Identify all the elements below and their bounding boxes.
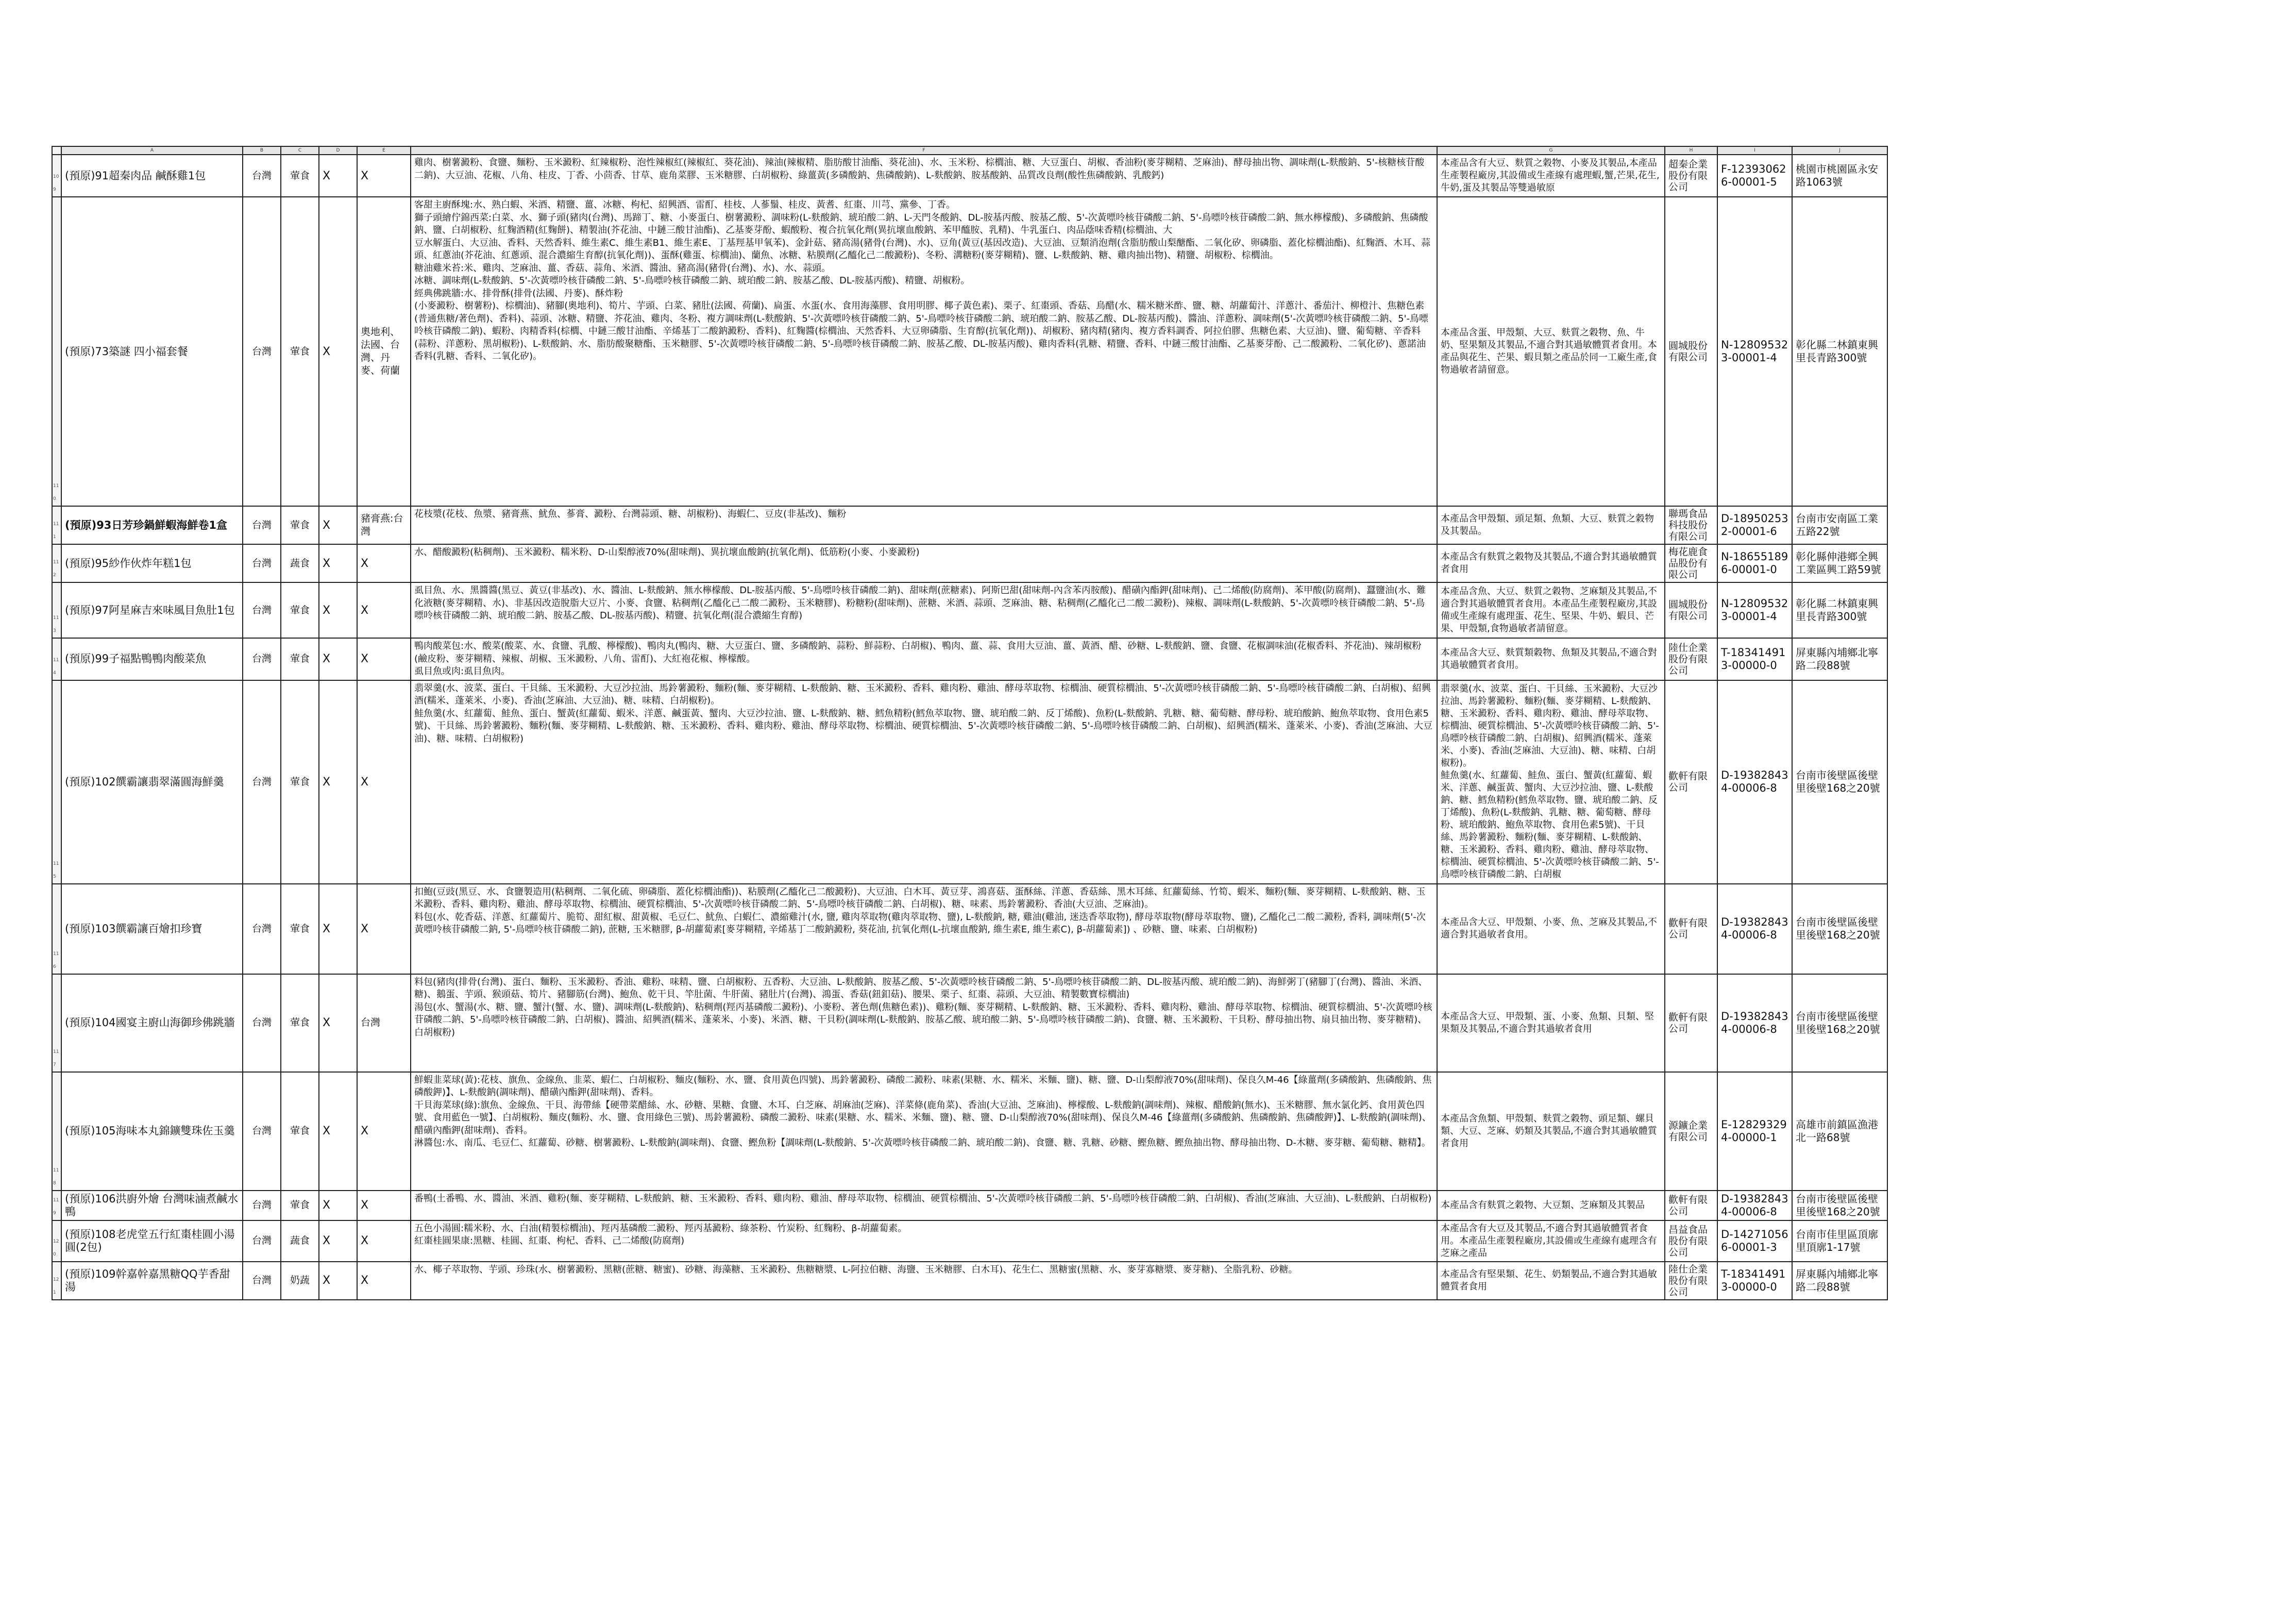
product-name-cell[interactable]: (預原)105海味本丸錦鑛雙珠佐玉羹 [61,1072,243,1191]
allergen-cell[interactable]: 本產品含蛋、甲殼類、大豆、麩質之穀物、魚、牛奶、堅果類及其製品,不適合對其過敏體質者食用。本產品與花生、芒果、蝦貝類之產品於同一工廠生產,食物過敏者請留意。 [1437,197,1665,506]
allergen-cell[interactable]: 本產品含有大豆、麩質之穀物、小麥及其製品,本產品生產製程廠房,其設備或生產線有處理蝦,蟹,芒果,花生,牛奶,蛋及其製品等雙過敏原 [1437,155,1665,197]
diet-type-cell[interactable]: 葷食 [281,884,319,974]
row-number[interactable]: 117 [52,974,61,1072]
column-e-cell[interactable]: X [357,1262,411,1300]
ingredients-cell[interactable]: 料包(豬肉(排骨(台灣)、蛋白、麵粉、玉米澱粉、香油、雞粉、味精、鹽、白胡椒粉、五香粉、大豆油、L-麩酸鈉、胺基乙酸、5'-次黃嘌呤核苷磷酸二鈉、5'-鳥嘌呤核苷磷酸二鈉、DL-胺基丙酸、琥珀酸二鈉)、海鮮粥丁(豬腳丁(台灣)、醬油、米酒、糖)、鵝蛋、芋頭、猴頭菇、筍片、豬腳筋(台灣)、鮑魚、乾干貝、竿肚菌、牛肝菌、豬肚片(台灣)、鴻蛋、香菇(鈕釦菇)、腰果、栗子、紅棗、蒜頭、大豆油、精製數寶棕櫚油) 湯包(水、蟹湯(水、糖、鹽、蟹汁(蟹、水、鹽)、調味劑(L-麩酸鈉)、粘稠劑(羥丙基磷酸二澱粉)、小麥粉、著色劑(焦糖色素))、雞粉(麵、麥芽糊精、L-麩酸鈉、糖、玉米澱粉、香料、雞肉粉、雞油、酵母萃取物、棕櫚油、硬質棕櫚油、5'-次黃嘌呤核苷磷酸二鈉、5'-鳥嘌呤核苷磷酸二鈉、白胡椒)、醬油、紹興酒(糯米、蓬萊米、小麥)、米酒、糖、干貝粉(調味劑(L-麩酸鈉、胺基乙酸、琥珀酸二鈉、5'-鳥嘌呤核苷磷酸二鈉)、食鹽、糖、玉米澱粉、干貝粉、酵母抽出物、扇貝抽出物、麥芽糖精)、白胡椒粉) [411,974,1437,1072]
registration-number-cell[interactable]: D-193828434-00006-8 [1717,884,1792,974]
column-e-cell[interactable]: X [357,1191,411,1220]
row-number[interactable]: 110 [52,197,61,506]
address-cell[interactable]: 屏東縣內埔鄉北寧路二段88號 [1792,1262,1887,1300]
column-e-cell[interactable]: X [357,544,411,582]
address-cell[interactable]: 屏東縣內埔鄉北寧路二段88號 [1792,638,1887,680]
diet-type-cell[interactable]: 葷食 [281,638,319,680]
column-e-cell[interactable]: X [357,1072,411,1191]
row-number[interactable]: 112 [52,544,61,582]
column-d-cell[interactable]: X [319,1262,357,1300]
table-row[interactable] [52,638,1887,680]
company-cell[interactable]: 源鑛企業有限公司 [1665,1072,1717,1191]
origin-cell[interactable]: 台灣 [243,680,281,884]
address-cell[interactable]: 台南市佳里區頂廓里頂廓1-17號 [1792,1220,1887,1262]
origin-cell[interactable]: 台灣 [243,197,281,506]
product-name-cell[interactable]: (預原)106洪廚外燴 台灣味滷煮鹹水鴨 [61,1191,243,1220]
registration-number-cell[interactable]: D-193828434-00006-8 [1717,1191,1792,1220]
product-name-cell[interactable]: (預原)99子福點鴨鴨肉酸菜魚 [61,638,243,680]
registration-number-cell[interactable]: N-128095323-00001-4 [1717,582,1792,638]
table-row[interactable] [52,582,1887,638]
product-name-cell[interactable]: (預原)103饌霸讓百燴扣珍寶 [61,884,243,974]
registration-number-cell[interactable]: D-193828434-00006-8 [1717,680,1792,884]
table-row[interactable] [52,974,1887,1072]
column-d-cell[interactable]: X [319,680,357,884]
origin-cell[interactable]: 台灣 [243,1262,281,1300]
allergen-cell[interactable]: 本產品含大豆、甲殼類、蛋、小麥、魚類、貝類、堅果類及其製品,不適合對其過敏者食用 [1437,974,1665,1072]
product-name-cell[interactable]: (預原)102饌霸讓翡翠滿圓海鮮羹 [61,680,243,884]
origin-cell[interactable]: 台灣 [243,155,281,197]
table-row[interactable] [52,680,1887,884]
diet-type-cell[interactable]: 葷食 [281,680,319,884]
row-number[interactable]: 114 [52,638,61,680]
column-header-a[interactable]: A [61,146,243,155]
product-name-cell[interactable]: (預原)95紗作伙炸年糕1包 [61,544,243,582]
table-row[interactable] [52,1220,1887,1262]
column-d-cell[interactable]: X [319,506,357,544]
ingredients-cell[interactable]: 扣鮑(豆豉(黑豆、水、食鹽製造用(粘稠劑、二氧化硫、卵磷脂、蓋化棕櫚油酯))、粘膜劑(乙醯化己二酸澱粉)、大豆油、白木耳、黃豆芽、鴻喜菇、蛋酥絲、洋蔥、香菇絲、黑木耳絲、紅蘿蔔絲、竹筍、蝦米、麵粉(麵、麥芽糊精、L-麩酸鈉、糖、玉米澱粉、香料、雞肉粉、雞油、酵母萃取物、棕櫚油、硬質棕櫚油、5'-次黃嘌呤核苷磷酸二鈉、5'-鳥嘌呤核苷磷酸二鈉、白胡椒)、糖、味素、馬鈴薯澱粉、香油(大豆油、芝麻油)。 料包(水、乾香菇、洋蔥、紅蘿蔔片、脆筍、甜紅椒、甜黃椒、毛豆仁、魷魚、白蝦仁、濃縮雞汁(水, 鹽, 雞肉萃取物(雞肉萃取物、鹽), L-麩酸鈉, 糖, 雞油(雞油, 迷迭香萃取物), 酵母萃取物(酵母萃取物、鹽), 乙醯化己二酸二澱粉, 香料, 調味劑(5'-次黃嘌呤核苷磷酸二鈉, 5'-鳥嘌呤核苷磷酸二鈉), 蔗糖, 玉米糖膠, β-胡蘿蔔素[麥芽糊精, 辛烯基丁二酸鈉澱粉, 葵花油, 抗氧化劑(L-抗壞血酸鈉, 維生素E, 維生素C), β-胡蘿蔔素]) 、砂糖、鹽、味素、白胡椒粉) [411,884,1437,974]
table-row[interactable] [52,1072,1887,1191]
table-row[interactable] [52,544,1887,582]
origin-cell[interactable]: 台灣 [243,582,281,638]
table-row[interactable] [52,155,1887,197]
registration-number-cell[interactable]: D-142710566-00001-3 [1717,1220,1792,1262]
address-cell[interactable]: 台南市安南區工業五路22號 [1792,506,1887,544]
product-name-cell[interactable]: (預原)93日芳珍鍋鮮蝦海鮮卷1盒 [61,506,243,544]
column-header-b[interactable]: B [243,146,281,155]
column-d-cell[interactable]: X [319,1072,357,1191]
column-e-cell[interactable]: 奧地利、法國、台灣、丹麥、荷蘭 [357,197,411,506]
column-e-cell[interactable]: X [357,884,411,974]
column-header-c[interactable]: C [281,146,319,155]
column-e-cell[interactable]: X [357,1220,411,1262]
allergen-cell[interactable]: 本產品含甲殼類、頭足類、魚類、大豆、麩質之穀物及其製品。 [1437,506,1665,544]
address-cell[interactable]: 台南市後壁區後壁里後壁168之20號 [1792,884,1887,974]
allergen-cell[interactable]: 本產品含大豆、麩質類穀物、魚類及其製品,不適合對其過敏體質者食用。 [1437,638,1665,680]
row-number[interactable]: 116 [52,884,61,974]
product-name-cell[interactable]: (預原)91超秦肉品 鹹酥雞1包 [61,155,243,197]
table-row[interactable] [52,197,1887,506]
product-name-cell[interactable]: (預原)109幹嘉幹嘉黑糖QQ芋香甜湯 [61,1262,243,1300]
registration-number-cell[interactable]: T-183414913-00000-0 [1717,638,1792,680]
table-row[interactable] [52,1262,1887,1300]
table-row[interactable] [52,884,1887,974]
column-e-cell[interactable]: 台灣 [357,974,411,1072]
allergen-cell[interactable]: 本產品含大豆、甲殼類、小麥、魚、芝麻及其製品,不適合對其過敏者食用。 [1437,884,1665,974]
diet-type-cell[interactable]: 奶蔬 [281,1262,319,1300]
company-cell[interactable]: 圓城股份有限公司 [1665,197,1717,506]
allergen-cell[interactable]: 本產品含魚、大豆、麩質之穀物、芝麻類及其製品,不適合對其過敏體質者食用。本產品生產製程廠房,其設備或生產線有處理蛋、花生、堅果、牛奶、蝦貝、芒果、甲殼類,食物過敏者請留意。 [1437,582,1665,638]
row-number[interactable]: 121 [52,1262,61,1300]
column-d-cell[interactable]: X [319,544,357,582]
ingredients-cell[interactable]: 客甜主廚酥塊:水、熟白蝦、米酒、精鹽、薑、冰糖、枸杞、紹興酒、雷酊、桂枝、人蔘鬚、桂皮、黃耆、紅棗、川芎、黨參、丁香。 獅子頭繪佇錦西菜:白菜、水、獅子頭(豬肉(台灣)、馬蹄丁、糖、小麥蛋白、樹薯澱粉、調味粉(L-麩酸鈉、琥珀酸二鈉、L-天門冬酸鈉、DL-胺基丙酸、胺基乙酸、5'-次黃嘌呤核苷磷酸二鈉、5'-鳥嘌呤核苷磷酸二鈉、無水檸檬酸)、多磷酸鈉、焦磷酸鈉、鹽、白胡椒粉、紅麴酒精(紅麴餅)、精製油(芥花油、中鏈三酸甘油酯)、乙基麥芽酚、蝦酸粉、複合抗氧化劑(異抗壞血酸鈉、苯甲醯胺、乳精)、牛乳蛋白、肉品蔭味香精(棕櫚油、大 豆水解蛋白、大豆油、香料、天然香料、維生素C、維生素B1、維生素E、丁基羥基甲氧苯)、金針菇、豬高湯(豬骨(台灣)、水)、豆角(黃豆(基因改造)、大豆油、豆類消泡劑(含脂肪酸山梨醣酯、二氧化矽、卵磷脂、蓋化棕櫚油酯)、紅麴酒、木耳、蒜頭、紅蔥油(芥花油、紅蔥頭、混合濃縮生育醇(抗氧化劑))、蛋酥(雞蛋、棕櫚油)、蘭魚、冰糖、粘膜劑(乙醯化己二酸澱粉)、冬粉、溝糖粉(麥芽糊精)、鹽、L-麩酸鈉、糖、雞肉抽出物)、精鹽、胡椒粉、棕櫚油。 糖油雞米苔:米、雞肉、芝麻油、薑、香菇、蒜角、米酒、醬油、豬高湯(豬骨(台灣)、水)、水、蒜頭。 冰糖、調味劑(L-麩酸鈉、5'-次黃嘌呤核苷磷酸二鈉、5'-鳥嘌呤核苷磷酸二鈉、琥珀酸二鈉、胺基乙酸、DL-胺基丙酸)、精鹽、胡椒粉。 經典佛跳牆:水、排骨酥(排骨(法國、丹麥)、酥炸粉 (小麥澱粉、樹薯粉)、棕櫚油)、豬腳(奧地利)、筍片、芋頭、白菜、豬肚(法國、荷蘭)、扁蛋、水蛋(水、食用海藻膠、食用明膠、椰子黃色素)、栗子、紅棗頭、香菇、鳥醋(水、糯米糖米酢、鹽、糖、胡蘿蔔汁、洋蔥汁、番茄汁、柳橙汁、焦糖色素(普通焦糖/著色劑)、香料)、蒜頭、冰糖、精鹽、芥花油、雞肉、冬粉、複方調味劑(L-麩酸鈉、5'-次黃嘌呤核苷磷酸二鈉、5'-鳥嘌呤核苷磷酸二鈉、琥珀酸二鈉、胺基乙酸、DL-胺基丙酸)、醬油、洋蔥粉、調味劑(5'-次黃嘌呤核苷磷酸二鈉、5'-鳥嘌呤核苷磷酸二鈉)、蝦粉、肉精香料(棕櫚、中鏈三酸甘油酯、辛烯基丁二酸鈉澱粉、香料)、紅麴醬(棕櫚油、天然香料、大豆卵磷脂、生育醇(抗氧化劑))、胡椒粉、豬肉精(豬肉、複方香料調香、阿拉伯膠、焦糖色素、大豆油)、鹽、葡萄糖、辛香料(蒜粉、洋蔥粉、黑胡椒粉)、L-麩酸鈉、水、脂肪酸聚糖酯、玉米糖膠、5'-次黃嘌呤核苷磷酸二鈉、5'-鳥嘌呤核苷磷酸二鈉、胺基乙酸、DL-胺基丙酸)、雞肉香料(乳糖、精鹽、香料、中鏈三酸甘油酯、乙基麥芽酚、己二酸澱粉、二氧化矽)、蔥諾油香料(乳糖、香料、二氧化矽)。 [411,197,1437,506]
origin-cell[interactable]: 台灣 [243,638,281,680]
registration-number-cell[interactable]: D-189502532-00001-6 [1717,506,1792,544]
product-name-cell[interactable]: (預原)73築謎 四小福套餐 [61,197,243,506]
address-cell[interactable]: 彰化縣伸港鄉全興工業區興工路59號 [1792,544,1887,582]
origin-cell[interactable]: 台灣 [243,506,281,544]
column-header-e[interactable]: E [357,146,411,155]
registration-number-cell[interactable]: N-128095323-00001-4 [1717,197,1792,506]
origin-cell[interactable]: 台灣 [243,544,281,582]
column-e-cell[interactable]: X [357,155,411,197]
company-cell[interactable]: 昌益食品股份有限公司 [1665,1220,1717,1262]
diet-type-cell[interactable]: 蔬食 [281,1220,319,1262]
diet-type-cell[interactable]: 葷食 [281,974,319,1072]
row-number[interactable]: 120 [52,1220,61,1262]
column-e-cell[interactable]: X [357,582,411,638]
address-cell[interactable]: 桃園市桃園區永安路1063號 [1792,155,1887,197]
address-cell[interactable]: 台南市後壁區後壁里後壁168之20號 [1792,1191,1887,1220]
origin-cell[interactable]: 台灣 [243,1220,281,1262]
registration-number-cell[interactable]: E-128293294-00000-1 [1717,1072,1792,1191]
diet-type-cell[interactable]: 葷食 [281,1072,319,1191]
diet-type-cell[interactable]: 葷食 [281,1191,319,1220]
ingredients-cell[interactable]: 鮮蝦韭菜球(黃):花枝、旗魚、金線魚、韭菜、蝦仁、白胡椒粉、麵皮(麵粉、水、鹽、食用黃色四號)、馬鈴薯澱粉、磷酸二澱粉、味素(果糖、水、糯米、米麵、鹽)、糖、鹽、D-山梨醇液70%(甜味劑)、保良久M-46【綠薑劑(多磷酸鈉、焦磷酸鈉、焦磷酸鉀)】、L-麩酸鈉(調味劑)、醋磺內酯鉀(甜味劑)、香料。 干貝海菜球(綠):旗魚、金線魚、干貝、海帶絲【硬帶菜醋絲、水、砂糖、果糖、食鹽、木耳、白芝麻、胡麻油(芝麻)、洋菜條(鹿角菜)、香油(大豆油、芝麻油)、檸檬酸、L-麩酸鈉(調味劑)、辣椒、醋酸鈉(無水)、玉米糖膠、無水氯化鈣、食用黃色四號、食用藍色一號】、白胡椒粉、麵皮(麵粉、水、鹽、食用綠色三號)、馬鈴薯澱粉、磷酸二澱粉、味素(果糖、水、糯米、米麵、鹽)、糖、鹽、D-山梨醇液70%(甜味劑)、保良久M-46【綠薑劑(多磷酸鈉、焦磷酸鈉、焦磷酸鉀)】、L-麩酸鈉(調味劑)、醋磺內酯鉀(甜味劑)、香料。 淋醬包:水、南瓜、毛豆仁、紅蘿蔔、砂糖、樹薯澱粉、L-麩酸鈉(調味劑)、食鹽、鰹魚粉【調味劑(L-麩酸鈉、5'-次黃嘌呤核苷磷酸二鈉、琥珀酸二鈉)、食鹽、糖、乳糖、砂糖、鰹魚糖、鰹魚抽出物、酵母抽出物、D-木糖、麥芽糖、葡萄糖、糖精】。 [411,1072,1437,1191]
address-cell[interactable]: 高雄市前鎮區漁港北一路68號 [1792,1072,1887,1191]
ingredients-cell[interactable]: 水、椰子萃取物、芋頭、珍珠(水、樹薯澱粉、黑糖(蔗糖、糖蜜)、砂糖、海藻糖、玉米澱粉、焦糖糖漿、L-阿拉伯糖、海鹽、玉米糖膠、白木耳)、花生仁、黑糖蜜(黑糖、水、麥芽寡糖漿、麥芽糖)、全脂乳粉、砂糖。 [411,1262,1437,1300]
address-cell[interactable]: 彰化縣二林鎮東興里長青路300號 [1792,582,1887,638]
column-header-f[interactable]: F [411,146,1437,155]
column-e-cell[interactable]: 豬膏燕:台灣 [357,506,411,544]
column-d-cell[interactable]: X [319,884,357,974]
product-table [52,146,1888,1300]
company-cell[interactable]: 陸仕企業股份有限公司 [1665,638,1717,680]
address-cell[interactable]: 台南市後壁區後壁里後壁168之20號 [1792,974,1887,1072]
allergen-cell[interactable]: 翡翠羹(水、波菜、蛋白、干貝絲、玉米澱粉、大豆沙拉油、馬鈴薯澱粉、麵粉(麵、麥芽糊精、L-麩酸鈉、糖、玉米澱粉、香料、雞肉粉、雞油、酵母萃取物、棕櫚油、硬質棕櫚油、5'-次黃嘌呤核苷磷酸二鈉、5'-鳥嘌呤核苷磷酸二鈉、白胡椒)、紹興酒(糯米、蓬萊米、小麥)、香油(芝麻油、大豆油)、糖、味精、白胡椒粉)。 鮭魚羹(水、紅蘿蔔、鮭魚、蛋白、蟹黃(紅蘿蔔、蝦米、洋蔥、鹹蛋黃、蟹肉、大豆沙拉油、鹽、L-麩酸鈉、糖、鱈魚精粉(鱈魚萃取物、鹽、琥珀酸二鈉、反丁烯酸)、魚粉(L-麩酸鈉、乳糖、糖、葡萄糖、酵母粉、琥珀酸鈉、鮑魚萃取物、食用色素5號)、干貝絲、馬鈴薯澱粉、麵粉(麵、麥芽糊精、L-麩酸鈉、糖、玉米澱粉、香料、雞肉粉、雞油、酵母萃取物、棕櫚油、硬質棕櫚油、5'-次黃嘌呤核苷磷酸二鈉、5'-鳥嘌呤核苷磷酸二鈉、白胡椒 [1437,680,1665,884]
table-row[interactable] [52,1191,1887,1220]
column-d-cell[interactable]: X [319,1220,357,1262]
column-d-cell[interactable]: X [319,582,357,638]
company-cell[interactable]: 超秦企業股份有限公司 [1665,155,1717,197]
row-number[interactable]: 111 [52,506,61,544]
product-name-cell[interactable]: (預原)97阿星麻吉來味風目魚肚1包 [61,582,243,638]
row-number[interactable]: 109 [52,155,61,197]
column-e-cell[interactable]: X [357,680,411,884]
registration-number-cell[interactable]: T-183414913-00000-0 [1717,1262,1792,1300]
company-cell[interactable]: 歡軒有限公司 [1665,884,1717,974]
ingredients-cell[interactable]: 翡翠羹(水、波菜、蛋白、干貝絲、玉米澱粉、大豆沙拉油、馬鈴薯澱粉、麵粉(麵、麥芽糊精、L-麩酸鈉、糖、玉米澱粉、香料、雞肉粉、雞油、酵母萃取物、棕櫚油、硬質棕櫚油、5'-次黃嘌呤核苷磷酸二鈉、5'-鳥嘌呤核苷磷酸二鈉、白胡椒)、紹興酒(糯米、蓬萊米、小麥)、香油(芝麻油、大豆油)、糖、味精、白胡椒粉)。 鮭魚羹(水、紅蘿蔔、鮭魚、蛋白、蟹黃(紅蘿蔔、蝦米、洋蔥、鹹蛋黃、蟹肉、大豆沙拉油、鹽、L-麩酸鈉、糖、鱈魚精粉(鱈魚萃取物、鹽、琥珀酸二鈉、反丁烯酸)、魚粉(L-麩酸鈉、乳糖、糖、葡萄糖、酵母粉、琥珀酸鈉、鮑魚萃取物、食用色素5號)、干貝絲、馬鈴薯澱粉、麵粉(麵、麥芽糊精、L-麩酸鈉、糖、玉米澱粉、香料、雞肉粉、雞油、酵母萃取物、棕櫚油、硬質棕櫚油、5'-次黃嘌呤核苷磷酸二鈉、5'-鳥嘌呤核苷磷酸二鈉、白胡椒)、紹興酒(糯米、蓬萊米、小麥)、香油(芝麻油、大豆油)、糖、味精、白胡椒粉) [411,680,1437,884]
diet-type-cell[interactable]: 蔬食 [281,544,319,582]
ingredients-cell[interactable]: 水、醋酸澱粉(粘稠劑)、玉米澱粉、糯米粉、D-山梨醇液70%(甜味劑)、異抗壞血酸鈉(抗氧化劑)、低筋粉(小麥、小麥澱粉) [411,544,1437,582]
allergen-cell[interactable]: 本產品含魚類、甲殼類、麩質之穀物、頭足類、螺貝類、大豆、芝麻、奶類及其製品,不適合對其過敏體質者食用 [1437,1072,1665,1191]
company-cell[interactable]: 歡軒有限公司 [1665,680,1717,884]
column-d-cell[interactable]: X [319,155,357,197]
origin-cell[interactable]: 台灣 [243,974,281,1072]
column-header-i[interactable]: I [1717,146,1792,155]
origin-cell[interactable]: 台灣 [243,1072,281,1191]
company-cell[interactable]: 圓城股份有限公司 [1665,582,1717,638]
product-name-cell[interactable]: (預原)104國宴主廚山海御珍佛跳牆 [61,974,243,1072]
column-header-h[interactable]: H [1665,146,1717,155]
ingredients-cell[interactable]: 五色小湯圓:糯米粉、水、白油(精製棕櫚油)、羥丙基磷酸二澱粉、羥丙基澱粉、綠茶粉、竹炭粉、紅麴粉、β-胡蘿蔔素。 紅棗桂圓果康:黑糖、桂圓、紅棗、枸杞、香料、己二烯酸(防腐劑) [411,1220,1437,1262]
diet-type-cell[interactable]: 葷食 [281,155,319,197]
company-cell[interactable]: 梅花鹿食品股份有限公司 [1665,544,1717,582]
address-cell[interactable]: 台南市後壁區後壁里後壁168之20號 [1792,680,1887,884]
column-d-cell[interactable]: X [319,974,357,1072]
table-row[interactable] [52,506,1887,544]
diet-type-cell[interactable]: 葷食 [281,582,319,638]
column-d-cell[interactable]: X [319,638,357,680]
allergen-cell[interactable]: 本產品含有大豆及其製品,不適合對其過敏體質者食用。本產品生產製程廠房,其設備或生產線有處理含有芝麻之產品 [1437,1220,1665,1262]
ingredients-cell[interactable]: 鴨肉酸菜包:水、酸菜(酸菜、水、食鹽、乳酸、檸檬酸)、鴨肉丸(鴨肉、糖、大豆蛋白、鹽、多磷酸鈉、蒜粉、鮮蒜粉、白胡椒)、鴨肉、薑、蒜、食用大豆油、薑、黃酒、醋、砂糖、L-麩酸鈉、鹽、食鹽、花椒調味油(花椒香料、芥花油)、辣胡椒粉(鹼皮粉、麥芽糊精、辣椒、胡椒、玉米澱粉、八角、雷酊)、大紅袍花椒、檸檬酸。 虱目魚或肉:虱目魚肉。 [411,638,1437,680]
ingredients-cell[interactable]: 花枝漿(花枝、魚漿、豬膏燕、魷魚、蔘膏、澱粉、台灣蒜頭、糖、胡椒粉)、海蝦仁、豆皮(非基改)、麵粉 [411,506,1437,544]
registration-number-cell[interactable]: F-123930626-00001-5 [1717,155,1792,197]
column-header-g[interactable]: G [1437,146,1665,155]
address-cell[interactable]: 彰化縣二林鎮東興里長青路300號 [1792,197,1887,506]
company-cell[interactable]: 歡軒有限公司 [1665,1191,1717,1220]
spreadsheet [52,146,1887,1300]
company-cell[interactable]: 陸仕企業股份有限公司 [1665,1262,1717,1300]
ingredients-cell[interactable]: 雞肉、樹薯澱粉、食鹽、麵粉、玉米澱粉、紅辣椒粉、泡性辣椒紅(辣椒紅、葵花油)、辣油(辣椒精、脂肪酸甘油酯、葵花油)、水、玉米粉、棕櫚油、糖、大豆蛋白、胡椒、香油粉(麥芽糊精、芝麻油)、酵母抽出物、調味劑(L-麩酸鈉、5'-核糖核苷酸二鈉)、大豆油、花椒、八角、桂皮、丁香、小茴香、甘草、鹿角菜膠、玉米糖膠、白胡椒粉、綠薑黃(多磷酸鈉、焦磷酸鈉)、L-麩酸鈉、胺基酸鈉、品質改良劑(酸性焦磷酸鈉、乳酸鈣) [411,155,1437,197]
allergen-cell[interactable]: 本產品含有麩質之穀物、大豆類、芝麻類及其製品 [1437,1191,1665,1220]
column-d-cell[interactable]: X [319,1191,357,1220]
column-e-cell[interactable]: X [357,638,411,680]
column-header-d[interactable]: D [319,146,357,155]
registration-number-cell[interactable]: N-186551896-00001-0 [1717,544,1792,582]
row-number[interactable]: 118 [52,1072,61,1191]
column-header-j[interactable]: J [1792,146,1887,155]
allergen-cell[interactable]: 本產品含有堅果類、花生、奶類製品,不適合對其過敏體質者食用 [1437,1262,1665,1300]
column-header-row [52,146,1887,155]
column-d-cell[interactable]: X [319,197,357,506]
diet-type-cell[interactable]: 葷食 [281,506,319,544]
diet-type-cell[interactable]: 葷食 [281,197,319,506]
registration-number-cell[interactable]: D-193828434-00006-8 [1717,974,1792,1072]
product-name-cell[interactable]: (預原)108老虎堂五行紅棗桂圓小湯圓(2包) [61,1220,243,1262]
row-number[interactable]: 119 [52,1191,61,1220]
ingredients-cell[interactable]: 虱目魚、水、黑醬醬(黑豆、黃豆(非基改)、水、醬油、L-麩酸鈉、無水檸檬酸、DL-胺基丙酸、5'-鳥嘌呤核苷磷酸二鈉)、甜味劑(蔗糖素)、阿斯巴甜(甜味劑-內含苯丙胺酸)、醋磺內酯鉀(甜味劑)、己二烯酸(防腐劑)、苯甲酸(防腐劑)、蠶鹽油(水、難化液糖(麥芽糊精、水)、非基因改造脫脂大豆片、小麥、食鹽、粘稠劑(乙醯化己二酸二澱粉、玉米糖膠)、粉糖粉(甜味劑)、蔗糖、米酒、蒜頭、芝麻油、糖、粘稠劑(乙醯化己二酸二澱粉)、辣椒、調味劑(L-麩酸鈉、5'-次黃嘌呤核苷磷酸二鈉、5'-鳥嘌呤核苷磷酸二鈉、琥珀酸二鈉、胺基乙酸、DL-胺基丙酸)、精鹽、抗氧化劑(混合濃縮生育醇) [411,582,1437,638]
company-cell[interactable]: 聯瑪食品科技股份有限公司 [1665,506,1717,544]
corner-cell[interactable] [52,146,61,155]
origin-cell[interactable]: 台灣 [243,884,281,974]
origin-cell[interactable]: 台灣 [243,1191,281,1220]
ingredients-cell[interactable]: 番鴨(土番鴨、水、醬油、米酒、雞粉(麵、麥芽糊精、L-麩酸鈉、糖、玉米澱粉、香料、雞肉粉、雞油、酵母萃取物、棕櫚油、硬質棕櫚油、5'-次黃嘌呤核苷磷酸二鈉、5'-鳥嘌呤核苷磷酸二鈉、白胡椒)、香油(芝麻油、大豆油)、L-麩酸鈉、白胡椒粉) [411,1191,1437,1220]
allergen-cell[interactable]: 本產品含有麩質之穀物及其製品,不適合對其過敏體質者食用 [1437,544,1665,582]
row-number[interactable]: 115 [52,680,61,884]
company-cell[interactable]: 歡軒有限公司 [1665,974,1717,1072]
row-number[interactable]: 113 [52,582,61,638]
